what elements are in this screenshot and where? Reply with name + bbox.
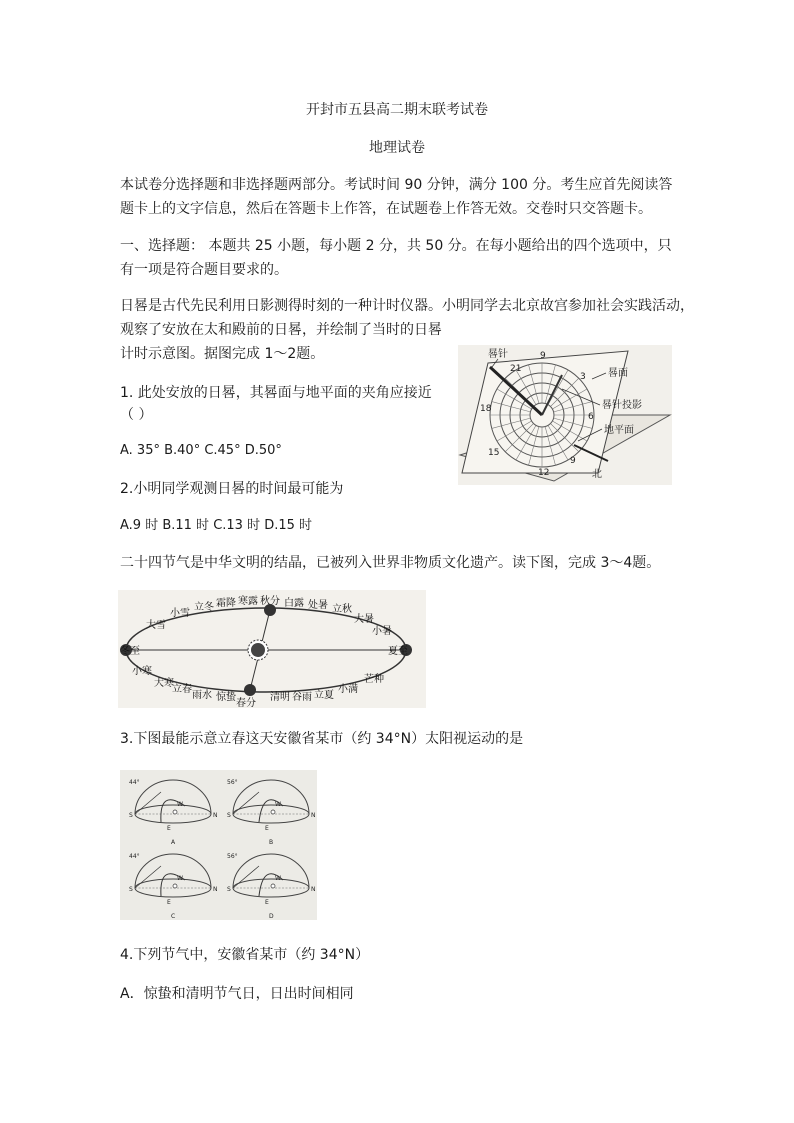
- hour-15: 15: [488, 448, 500, 458]
- term-daxue: 大雪: [146, 620, 166, 631]
- hour-21: 21: [510, 364, 522, 374]
- dir-s: S: [227, 812, 231, 819]
- noon-angle-label: 56°: [227, 853, 238, 860]
- passage1-line-1: 日晷是古代先民利用日影测得时刻的一种计时仪器。小明同学去北京故宫参加社会实践活动，: [120, 298, 694, 314]
- observer-point: [271, 810, 275, 814]
- q2-stem: 2.小明同学观测日晷的时间最可能为: [120, 481, 344, 497]
- dir-n: N: [213, 812, 218, 819]
- passage1-line-2: 观察了安放在太和殿前的日晷，并绘制了当时的日晷: [120, 322, 442, 338]
- term-xiaohan: 小寒: [132, 666, 152, 677]
- term-lidong: 立冬: [194, 602, 214, 613]
- term-dashu: 大暑: [354, 614, 374, 625]
- q1-stem-line-2: （ ）: [120, 407, 153, 423]
- term-xiazhi: 夏至: [388, 646, 408, 657]
- hour-3: 3: [580, 372, 586, 382]
- observer-point: [173, 884, 177, 888]
- observer-point: [173, 810, 177, 814]
- label-gnomon-shadow: 晷针投影: [602, 400, 642, 411]
- exam-title: 开封市五县高二期末联考试卷: [306, 102, 488, 118]
- dir-w: W: [275, 801, 281, 808]
- term-dahan: 大寒: [154, 678, 174, 689]
- dir-s: S: [129, 886, 133, 893]
- q3-stem: 3.下图最能示意立春这天安徽省某市（约 34°N）太阳视运动的是: [120, 731, 524, 747]
- section-heading-line-1: 一、选择题： 本题共 25 小题，每小题 2 分，共 50 分。在每小题给出的四个选项中，只: [120, 238, 672, 254]
- panel-label: B: [269, 839, 274, 846]
- term-lixia: 立夏: [314, 690, 334, 701]
- term-qiufen: 秋分: [260, 596, 280, 607]
- q1-options: A. 35° B.40° C.45° D.50°: [120, 443, 282, 458]
- hour-0: 9: [540, 351, 546, 361]
- term-jingzhe: 惊蛰: [216, 692, 236, 703]
- q2-options: A.9 时 B.11 时 C.13 时 D.15 时: [120, 518, 313, 533]
- dir-w: W: [177, 875, 183, 882]
- term-chunfen: 春分: [236, 698, 256, 708]
- hour-12: 12: [538, 468, 550, 478]
- term-bailu: 白露: [284, 598, 304, 609]
- dir-n: N: [311, 812, 316, 819]
- label-dial-face: 晷面: [608, 368, 628, 379]
- section-heading-line-2: 有一项是符合题目要求的。: [120, 262, 288, 278]
- term-xiaoshu: 小暑: [372, 626, 392, 637]
- subject-title: 地理试卷: [369, 140, 425, 156]
- noon-angle-label: 44°: [129, 853, 140, 860]
- panel-label: D: [269, 913, 274, 920]
- q4-stem: 4.下列节气中，安徽省某市（约 34°N）: [120, 947, 370, 963]
- dir-n: N: [213, 886, 218, 893]
- panel-label: A: [171, 839, 176, 846]
- noon-angle-label: 44°: [129, 779, 140, 786]
- term-lichun: 立春: [172, 684, 192, 695]
- q4-option-a: A．惊蛰和清明节气日，日出时间相同: [120, 986, 354, 1002]
- instructions-line-2: 题卡上的文字信息，然后在答题卡上作答，在试题卷上作答无效。交卷时只交答题卡。: [120, 201, 652, 217]
- label-gnomon: 晷针: [488, 349, 508, 360]
- sun-path-figure: [120, 770, 317, 920]
- dir-s: S: [129, 812, 133, 819]
- observer-point: [271, 884, 275, 888]
- term-shuangjiang: 霜降: [216, 598, 236, 609]
- term-hanlu: 寒露: [238, 596, 258, 607]
- label-north: 北: [592, 469, 602, 480]
- sun-core: [251, 643, 265, 657]
- hour-6: 6: [588, 412, 594, 422]
- hour-9: 9: [570, 456, 576, 466]
- dir-e: E: [265, 825, 269, 832]
- sundial-figure: [458, 345, 672, 485]
- dir-e: E: [167, 825, 171, 832]
- instructions-line-1: 本试卷分选择题和非选择题两部分。考试时间 90 分钟，满分 100 分。考生应首先阅读答: [120, 177, 673, 193]
- term-mangzhong: 芒种: [364, 674, 384, 685]
- dir-w: W: [177, 801, 183, 808]
- passage1-line-3: 计时示意图。据图完成 1～2题。: [120, 346, 325, 362]
- term-xiaoxue: 小雪: [170, 608, 190, 619]
- label-ground: 地平面: [604, 425, 634, 436]
- dir-w: W: [275, 875, 281, 882]
- solar-terms-figure: [118, 590, 426, 708]
- term-liqiu: 立秋: [332, 604, 352, 615]
- q1-stem-line-1: 1. 此处安放的日晷，其晷面与地平面的夹角应接近: [120, 385, 432, 401]
- term-qingming: 清明: [270, 692, 290, 703]
- earth-chunfen: [244, 684, 256, 696]
- passage2-line-1: 二十四节气是中华文明的结晶，已被列入世界非物质文化遗产。读下图，完成 3～4题。: [120, 555, 661, 571]
- term-yushui: 雨水: [192, 690, 212, 701]
- term-dongzhi: 冬至: [120, 646, 140, 657]
- term-guyu: 谷雨: [292, 692, 312, 703]
- dir-n: N: [311, 886, 316, 893]
- hour-18: 18: [480, 404, 492, 414]
- dir-e: E: [265, 899, 269, 906]
- panel-label: C: [171, 913, 176, 920]
- noon-angle-label: 56°: [227, 779, 238, 786]
- term-xiaoman: 小满: [338, 684, 358, 695]
- dir-e: E: [167, 899, 171, 906]
- dir-s: S: [227, 886, 231, 893]
- term-chushu: 处暑: [308, 600, 328, 611]
